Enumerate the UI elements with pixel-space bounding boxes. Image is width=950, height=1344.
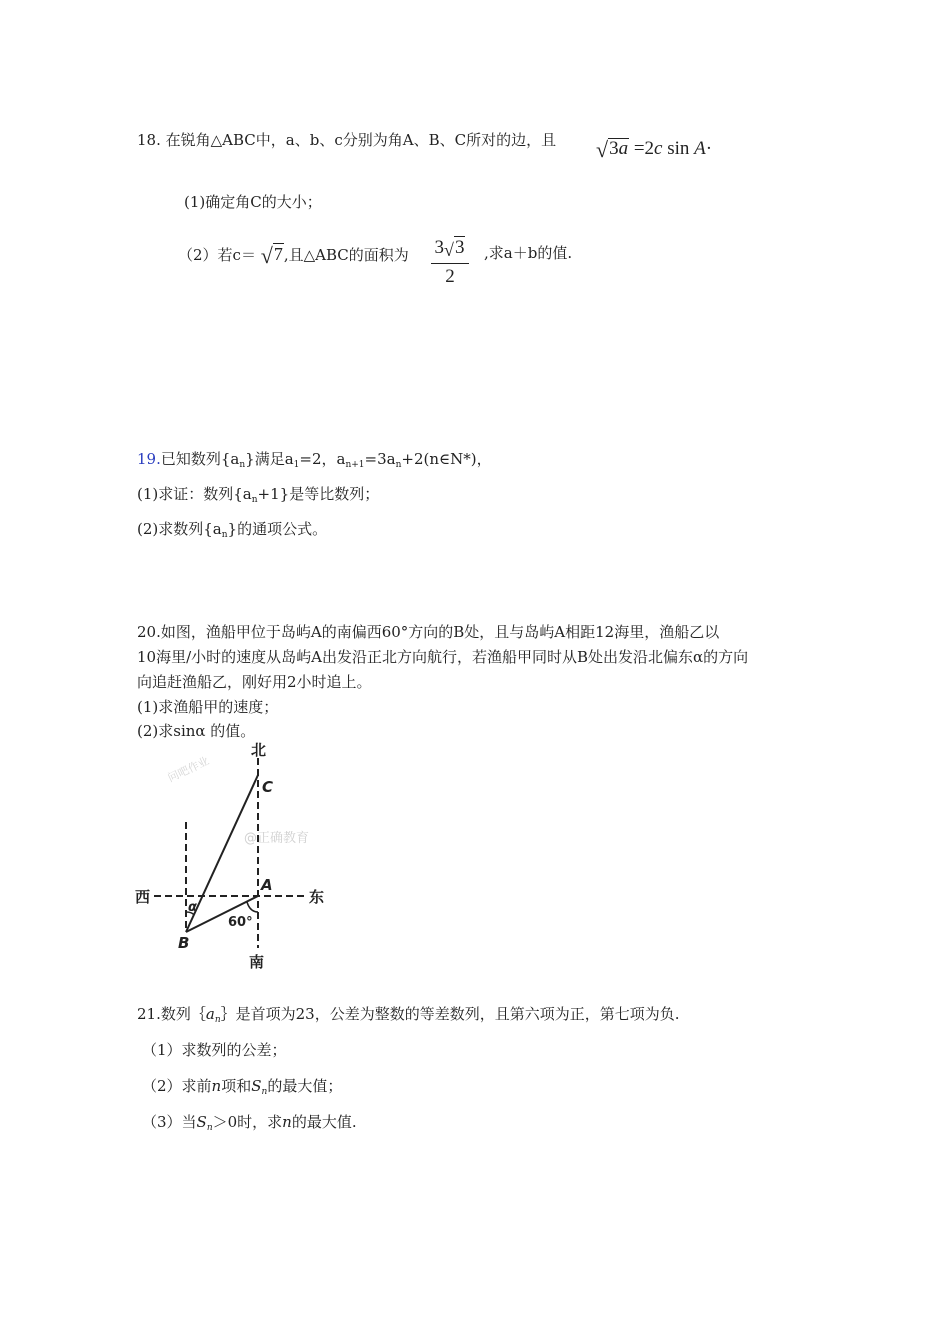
q18-part2 [178, 243, 409, 266]
formula-eq: =2 [633, 138, 655, 159]
q21-part2: （2）求前n项和$S_n$的最大值； [142, 1077, 343, 1097]
q20-part2: (2)求sinα 的值。 [137, 722, 256, 740]
q19-number: 19. [137, 450, 161, 468]
q18-part1: (1)确定角C的大小； [184, 193, 322, 211]
q19-stem: 19.已知数列$\{a_n\}$满足$a_1=2$，$a_{n+1}=3a_n+2(n\in N*)$， [137, 450, 492, 470]
label-point-a: A [261, 876, 273, 894]
fraction-denominator: 2 [445, 266, 455, 287]
label-west: 西 [135, 888, 151, 906]
formula-a: A [694, 138, 706, 159]
label-point-b: B [178, 934, 190, 952]
label-east: 东 [309, 888, 325, 906]
q20-part1: (1)求渔船甲的速度； [137, 698, 279, 716]
sqrt-radical: √3a [596, 137, 629, 162]
q21-part3: （3）当$S_n>0$时，求n的最大值. [142, 1113, 357, 1133]
formula-end: · [705, 138, 713, 159]
q21-part1: （1）求数列的公差； [142, 1041, 287, 1059]
label-north: 北 [251, 741, 267, 759]
label-south: 南 [249, 953, 265, 971]
q20-line2: 10海里/小时的速度从岛屿A出发沿正北方向航行，若渔船甲同时从B处出发沿北偏东α的方向 [137, 648, 749, 666]
q19-part2: (2)求数列$\{a_n\}$的通项公式。 [137, 520, 328, 540]
sqrt-7: √7 [260, 243, 283, 268]
angle-60-arc [247, 902, 258, 912]
q18-part2-a: （2）若c＝ [178, 246, 256, 264]
q18-stem [137, 130, 556, 150]
watermark-middle: @正确教育 [244, 831, 310, 846]
fraction-bar [431, 263, 469, 264]
formula-sin: sin [662, 138, 695, 159]
q18-part2-c: ,求a＋b的值. [484, 244, 573, 262]
q19-part1: (1)求证：数列$\{a_n+1\}$是等比数列； [137, 485, 380, 505]
label-60-deg: 60° [228, 915, 253, 930]
q18-part2-b: ,且△ABC的面积为 [283, 246, 409, 264]
q20-line1: 20.如图，渔船甲位于岛屿A的南偏西60°方向的B处，且与岛屿A相距12海里，渔船乙以 [137, 623, 720, 641]
q20-figure [132, 740, 332, 972]
label-point-c: C [262, 778, 274, 796]
q18-stem-text: 在锐角△ABC中，a、b、c分别为角A、B、C所对的边，且 [165, 131, 557, 149]
label-alpha: α [188, 900, 197, 915]
q18-number: 18. [137, 131, 161, 149]
watermark-top: 问吧作业 [165, 754, 212, 785]
q21-stem: 21.数列$\{a_n\}$是首项为23，公差为整数的等差数列，且第六项为正，第七项为负. [137, 1005, 680, 1025]
q18-formula [596, 138, 712, 160]
area-fraction [431, 236, 469, 288]
fraction-numerator: 3√3 [434, 237, 465, 260]
formula-c: c [654, 138, 663, 159]
q20-line3: 向追赶渔船乙，刚好用2小时追上。 [137, 673, 372, 691]
